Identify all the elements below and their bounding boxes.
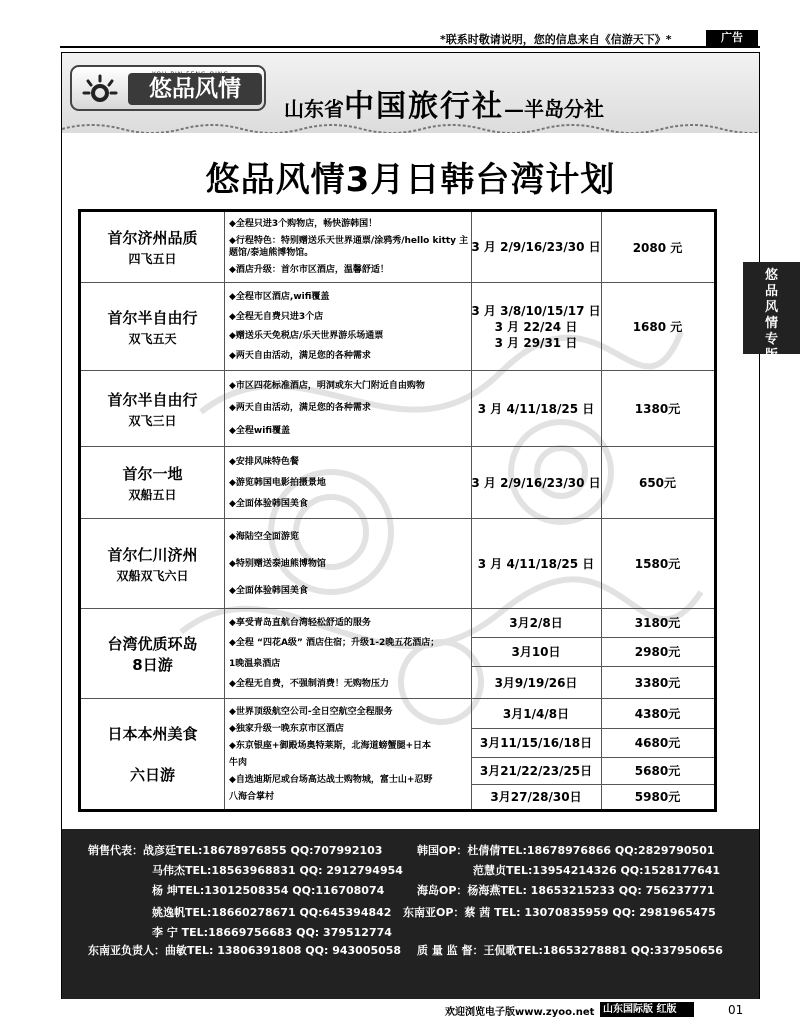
route-duration: 六日游 [129, 766, 175, 784]
contact-line: 韩国OP：杜倩倩TEL:18678976866 QQ:2829790501 [417, 844, 715, 857]
table-row [81, 212, 714, 283]
contact-footer [62, 829, 759, 999]
price-row [471, 609, 714, 638]
route-price: 1380元 [634, 402, 681, 416]
route-price: 4680元 [634, 736, 681, 750]
route-date: 3 月 2/9/16/23/30 日 [471, 240, 601, 254]
route-feature: ◆全程 “四花A级” 酒店住宿；升级1-2晚五花酒店； [229, 638, 440, 649]
route-date: 3月10日 [511, 645, 561, 659]
route-feature: ◆赠送乐天免税店/乐天世界游乐场通票 [229, 331, 384, 342]
wave-decoration [62, 119, 759, 133]
route-duration: 四飞五日 [128, 252, 177, 266]
page-number: 01 [728, 1003, 744, 1017]
route-price: 5680元 [634, 764, 681, 778]
route-feature: ◆安排风味特色餐 [229, 456, 299, 467]
route-date: 3 月 4/11/18/25 日 [477, 401, 595, 416]
route-date: 3月1/4/8日 [502, 707, 570, 721]
route-feature: ◆游览韩国电影拍摄景地 [229, 477, 326, 488]
logo-text: 悠品风情 [128, 73, 262, 105]
contact-line: 海岛OP：杨海燕TEL: 18653215233 QQ: 756237771 [417, 884, 715, 897]
route-price: 1680 元 [632, 320, 683, 334]
route-feature: ◆行程特色：特别赠送乐天世界通票/涂鸦秀/hello kitty 主题馆/泰迪熊博物馆。 [229, 235, 469, 258]
contact-line: 范慧贞TEL:13954214326 QQ:1528177641 [473, 864, 721, 877]
route-feature: ◆两天自由活动，满足您的各种需求 [229, 351, 371, 362]
price-row [471, 699, 714, 729]
route-date: 3 月 22/24 日 [494, 319, 578, 334]
route-price: 2080 元 [632, 240, 683, 255]
route-feature: 牛肉 [229, 757, 248, 768]
price-row [471, 638, 714, 667]
contact-line: 销售代表：战彦廷TEL:18678976855 QQ:707992103 [88, 844, 383, 857]
logo [70, 65, 266, 111]
top-note: *联系时敬请说明，您的信息来自《信游天下》* [440, 33, 672, 46]
route-name: 日本本州美食 [107, 725, 198, 743]
org-main: 中国旅行社 [344, 89, 504, 124]
route-date: 3 月 2/9/16/23/30 日 [471, 475, 601, 490]
price-row [471, 785, 714, 809]
route-duration: 8日游 [132, 655, 173, 674]
itinerary-table [78, 209, 717, 812]
route-price: 4380元 [634, 707, 681, 721]
route-feature: ◆独家升级一晚东京市区酒店 [229, 723, 344, 734]
route-feature: ◆全程无自费只进3个店 [229, 311, 324, 322]
route-date: 3月21/22/23/25日 [479, 764, 593, 778]
table-row [81, 447, 714, 519]
contact-line: 姚逸帆TEL:18660278671 QQ:645394842 [152, 906, 392, 919]
route-date: 3月27/28/30日 [490, 790, 582, 804]
route-duration: 双船五日 [128, 487, 177, 502]
route-feature: ◆东京银座+御殿场奥特莱斯，北海道螃蟹腿+日本 [229, 740, 432, 751]
route-feature: ◆自选迪斯尼或台场高达战士购物城，富士山+忍野 [229, 774, 433, 785]
contact-line: 杨 坤TEL:13012508354 QQ:116708074 [152, 884, 385, 897]
route-feature: ◆特别赠送泰迪熊博物馆 [229, 558, 326, 569]
website-link[interactable]: 欢迎浏览电子版www.zyoo.net [445, 1007, 595, 1018]
contact-line: 东南亚OP：蔡 茜 TEL: 13070835959 QQ: 2981965475 [403, 906, 716, 919]
route-feature: 1晚温泉酒店 [229, 658, 281, 669]
route-name: 首尔济州品质 [107, 229, 198, 247]
route-feature: ◆世界顶级航空公司-全日空航空全程服务 [229, 706, 393, 717]
route-feature: ◆全程市区酒店,wifi覆盖 [229, 291, 330, 302]
route-feature: ◆全面体验韩国美食 [229, 498, 308, 509]
route-feature: ◆全程只进3个购物店，畅快游韩国！ [229, 219, 378, 230]
side-tab: 悠品风情专版 [743, 262, 800, 354]
table-row [81, 371, 714, 447]
route-feature: ◆全程无自费，不强制消费！无购物压力 [229, 678, 389, 689]
route-date: 3月2/8日 [509, 616, 563, 630]
contact-line: 马伟杰TEL:18563968831 QQ: 2912794954 [152, 864, 403, 877]
route-name: 首尔仁川济州 [107, 545, 198, 564]
bottom-bar [445, 999, 745, 1019]
edition-tag: 山东国际版 红版 [600, 1002, 694, 1017]
org-prefix: 山东省 [284, 97, 344, 121]
price-row [471, 758, 714, 785]
route-feature: ◆享受青岛直航台湾轻松舒适的服务 [229, 618, 371, 629]
route-price: 2980元 [634, 645, 681, 659]
route-price: 650元 [638, 476, 677, 490]
org-suffix: —半岛分社 [504, 97, 604, 121]
route-price: 1580元 [634, 557, 681, 571]
route-date: 3 月 4/11/18/25 日 [477, 556, 595, 571]
route-price: 3380元 [634, 676, 681, 690]
route-duration: 双船双飞六日 [116, 568, 189, 583]
price-row [471, 729, 714, 758]
route-feature: ◆两天自由活动，满足您的各种需求 [229, 403, 371, 414]
route-date: 3月11/15/16/18日 [479, 736, 593, 750]
route-feature: 八海合掌村 [229, 791, 275, 802]
route-date: 3 月 3/8/10/15/17 日 [471, 303, 601, 318]
route-price: 5980元 [634, 790, 681, 804]
route-duration: 双飞五天 [128, 331, 177, 346]
route-date: 3月9/19/26日 [494, 676, 578, 690]
route-name: 首尔半自由行 [107, 390, 198, 409]
route-feature: ◆全程wifi覆盖 [229, 425, 290, 436]
route-price: 3180元 [634, 616, 681, 630]
route-date: 3 月 29/31 日 [494, 335, 578, 350]
route-feature: ◆市区四花标准酒店，明洞或东大门附近自由购物 [229, 381, 425, 392]
route-name: 首尔半自由行 [107, 308, 198, 327]
top-rule [60, 46, 760, 48]
route-name: 首尔一地 [122, 464, 183, 483]
contact-line: 李 宁 TEL:18669756683 QQ: 379512774 [152, 926, 392, 939]
route-feature: ◆海陆空全面游览 [229, 531, 299, 542]
route-duration: 双飞三日 [128, 413, 177, 428]
contact-line: 东南亚负责人：曲敏TEL: 13806391808 QQ: 943005058 [88, 944, 402, 957]
sun-icon [82, 73, 118, 107]
header-banner [62, 53, 759, 133]
route-feature: ◆全面体验韩国美食 [229, 585, 308, 596]
table-row [81, 519, 714, 609]
route-name: 台湾优质环岛 [107, 634, 198, 653]
ad-tag: 广告 [706, 30, 758, 46]
route-feature: ◆酒店升级：首尔市区酒店，温馨舒适！ [229, 264, 389, 275]
table-row [81, 283, 714, 371]
price-row [471, 667, 714, 699]
contact-line: 质 量 监 督：王侃歌TEL:18653278881 QQ:337950656 [417, 944, 723, 957]
page-title: 悠品风情3月日韩台湾计划 [205, 160, 616, 200]
